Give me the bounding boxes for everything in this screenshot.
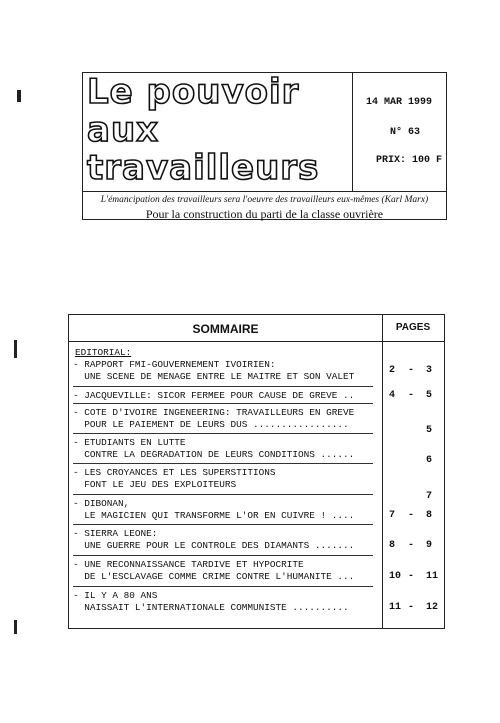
page-start: 11 bbox=[389, 602, 402, 613]
issue-price: PRIX: 100 F bbox=[376, 155, 443, 166]
entry-separator bbox=[73, 463, 373, 464]
entry-title bbox=[73, 407, 354, 431]
entry-line-1: - RAPPORT FMI-GOUVERNEMENT IVOIRIEN: bbox=[73, 359, 276, 370]
page-dash: - bbox=[408, 365, 415, 376]
entry-title bbox=[73, 528, 354, 552]
tagline: L'émancipation des travailleurs sera l'oeuvre des travailleurs eux-mêmes (Karl Marx) bbox=[100, 195, 429, 205]
editorial-heading: EDITORIAL: bbox=[75, 347, 132, 358]
entry-line-2: LE MAGICIEN QUI TRANSFORME L'OR EN CUIVRE ! .... bbox=[73, 510, 355, 521]
masthead-logo bbox=[83, 73, 353, 191]
entry-line-2: DE L'ESCLAVAGE COMME CRIME CONTRE L'HUMANITE ... bbox=[73, 571, 355, 582]
entry-line-2: NAISSAIT L'INTERNATIONALE COMMUNISTE .......... bbox=[73, 602, 349, 613]
page-start: 7 bbox=[389, 510, 396, 521]
entry-separator bbox=[73, 494, 373, 495]
page-dash: - bbox=[408, 390, 415, 401]
page-end: 11 bbox=[426, 571, 439, 582]
page-end: 3 bbox=[426, 365, 433, 376]
entry-line-1: - UNE RECONNAISSANCE TARDIVE ET HYPOCRITE bbox=[73, 559, 304, 570]
masthead bbox=[82, 72, 447, 220]
entry-line-1: - JACQUEVILLE: SICOR FERMEE POUR CAUSE DE GREVE .. bbox=[73, 390, 355, 401]
issue-date: 14 MAR 1999 bbox=[366, 97, 433, 108]
page-end: 8 bbox=[426, 510, 433, 521]
entry-separator bbox=[73, 386, 373, 387]
entry-title bbox=[73, 390, 354, 402]
entry-separator bbox=[73, 524, 373, 525]
entry-line-2: CONTRE LA DEGRADATION DE LEURS CONDITIONS ...... bbox=[73, 449, 355, 460]
entry-line-1: - COTE D'IVOIRE INGENEERING: TRAVAILLEURS EN GREVE bbox=[73, 407, 355, 418]
scan-mark bbox=[14, 340, 17, 358]
issue-number: N° 63 bbox=[390, 127, 421, 138]
entry-line-1: - LES CROYANCES ET LES SUPERSTITIONS bbox=[73, 467, 276, 478]
entry-separator bbox=[73, 586, 373, 587]
entry-title bbox=[73, 559, 354, 583]
page-end: 12 bbox=[426, 602, 439, 613]
logo-line-2: aux bbox=[87, 110, 160, 150]
page-start: 4 bbox=[389, 390, 396, 401]
masthead-footer bbox=[83, 191, 446, 219]
page-start: 8 bbox=[389, 540, 396, 551]
entry-line-1: - SIERRA LEONE: bbox=[73, 528, 158, 539]
page-start: 2 bbox=[389, 365, 396, 376]
entry-title bbox=[73, 359, 354, 383]
entry-separator bbox=[73, 433, 373, 434]
entry-line-1: - IL Y A 80 ANS bbox=[73, 590, 158, 601]
entry-line-2: POUR LE PAIEMENT DE LEURS DUS ................. bbox=[73, 419, 349, 430]
entry-line-1: - ETUDIANTS EN LUTTE bbox=[73, 437, 186, 448]
logo-line-1: Le pouvoir bbox=[87, 72, 300, 112]
toc-title: SOMMAIRE bbox=[192, 322, 259, 336]
entry-separator bbox=[73, 555, 373, 556]
header-divider bbox=[69, 341, 444, 342]
entry-line-2: UNE GUERRE POUR LE CONTROLE DES DIAMANTS ....... bbox=[73, 540, 355, 551]
page-dash: - bbox=[408, 571, 415, 582]
page-end: 6 bbox=[426, 455, 433, 466]
entry-title bbox=[73, 467, 276, 491]
logo-line-3: travailleurs bbox=[87, 148, 320, 188]
page-end: 9 bbox=[426, 540, 433, 551]
page-end: 5 bbox=[426, 425, 433, 436]
scan-mark bbox=[17, 90, 21, 102]
entry-title bbox=[73, 437, 354, 461]
table-of-contents bbox=[68, 314, 445, 629]
column-divider bbox=[382, 315, 383, 628]
scan-mark bbox=[14, 620, 17, 634]
entry-title bbox=[73, 498, 354, 522]
entry-title bbox=[73, 590, 349, 614]
entry-separator bbox=[73, 403, 373, 404]
page-dash: - bbox=[408, 510, 415, 521]
entry-line-1: - DIBONAN, bbox=[73, 498, 130, 509]
page-dash: - bbox=[408, 540, 415, 551]
page-end: 7 bbox=[426, 491, 433, 502]
page-dash: - bbox=[408, 602, 415, 613]
entry-line-2: FONT LE JEU DES EXPLOITEURS bbox=[73, 479, 237, 490]
page-start: 10 bbox=[389, 571, 402, 582]
pages-header: PAGES bbox=[395, 322, 431, 333]
subtitle: Pour la construction du parti de la classe ouvrière bbox=[145, 207, 384, 221]
issue-info bbox=[352, 73, 446, 191]
entry-line-2: UNE SCENE DE MENAGE ENTRE LE MAITRE ET SON VALET bbox=[73, 371, 355, 382]
page-end: 5 bbox=[426, 390, 433, 401]
